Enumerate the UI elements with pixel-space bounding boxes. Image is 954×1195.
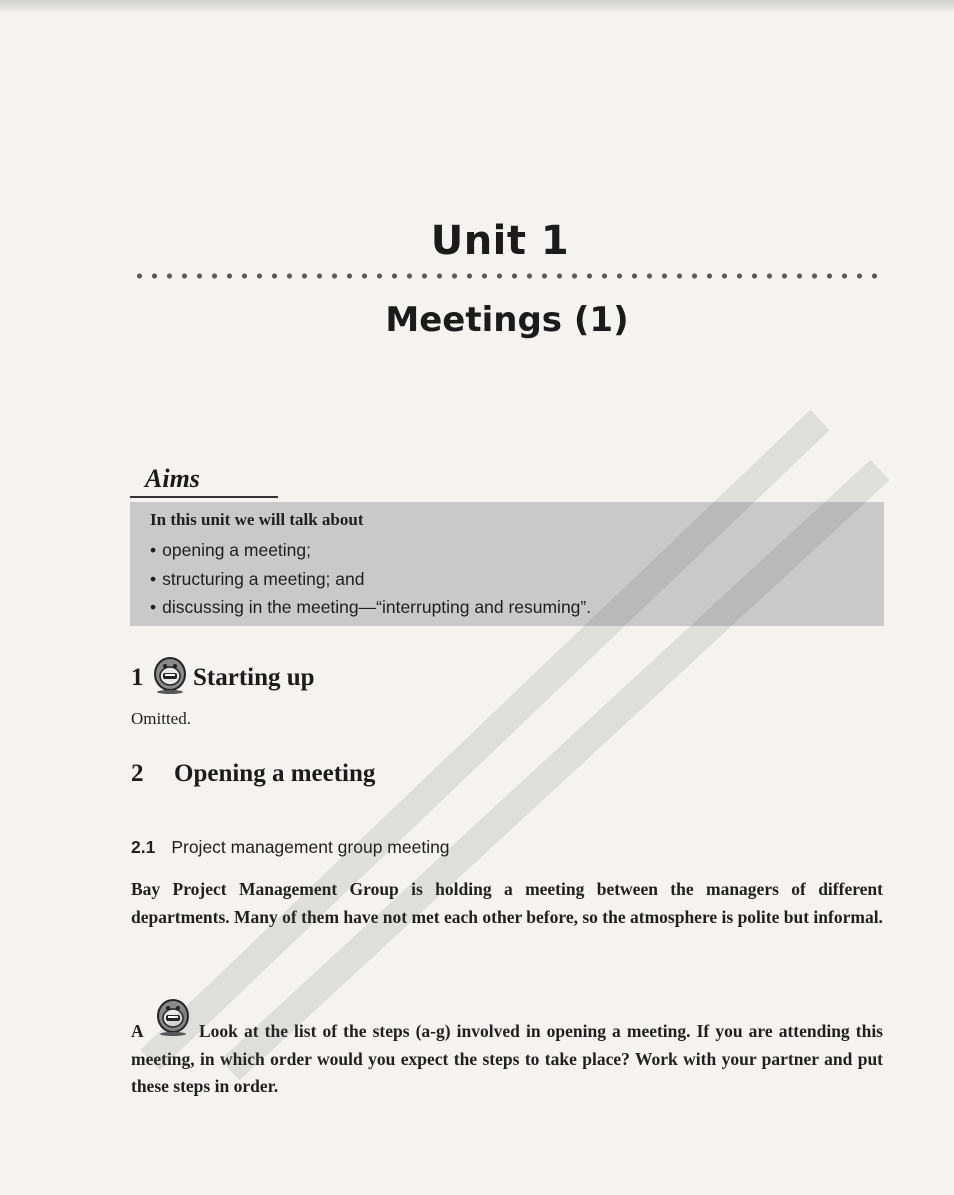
exercise-a-text: Look at the list of the steps (a-g) involved in opening a meeting. If you are attending this meeting, in which order would you expect the steps to take place? Work with your partner and put these steps in order. [131, 1021, 883, 1096]
subsection-title: Project management group meeting [171, 837, 450, 857]
bullet-icon: • [150, 568, 157, 589]
intro-paragraph: Bay Project Management Group is holding a meeting between the managers of different departments. Many of them have not met each other before, so the atmosphere is polite but informal. [131, 879, 883, 927]
aims-label: Aims [145, 464, 200, 493]
subsection-number: 2.1 [131, 837, 156, 857]
aims-item: • opening a meeting; [150, 536, 591, 565]
dotted-divider [132, 270, 880, 282]
bullet-icon: • [150, 540, 157, 560]
aims-list [150, 536, 591, 622]
speaking-face-icon [152, 654, 188, 694]
aims-underline [130, 496, 278, 498]
section2-title: Opening a meeting [174, 760, 376, 787]
section1-body: Omitted. [131, 709, 191, 728]
section2-number: 2 [131, 760, 144, 787]
aims-item: • discussing in the meeting—“interrupting and resuming”. [150, 593, 591, 622]
section1-number: 1 [131, 664, 144, 691]
aims-box [130, 502, 884, 626]
section1-title: Starting up [193, 664, 315, 691]
page-edge-shadow [0, 0, 954, 14]
aims-item: • structuring a meeting; and [150, 565, 591, 594]
chapter-title: Meetings (1) [385, 300, 629, 340]
exercise-a-label: A [131, 1021, 144, 1041]
subsection-heading [131, 837, 450, 858]
watermark-overlay [120, 380, 900, 1080]
aims-intro: In this unit we will talk about [150, 510, 364, 529]
bullet-icon: • [150, 597, 157, 617]
unit-title: Unit 1 [430, 218, 570, 264]
